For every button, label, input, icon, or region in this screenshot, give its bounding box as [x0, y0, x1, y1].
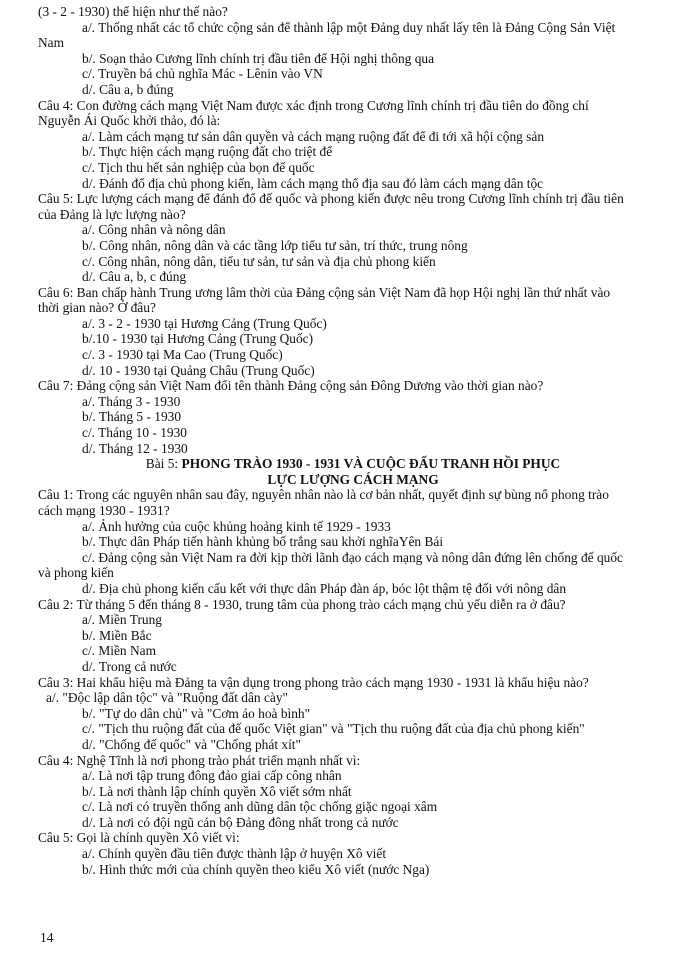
section-title	[38, 456, 668, 472]
question-line: Câu 6: Ban chấp hành Trung ương lâm thời của Đảng cộng sản Việt Nam đã họp Hội nghị lần thứ nhất vào	[38, 284, 611, 300]
answer-option: d/. "Chống đế quốc" và "Chống phát xít"	[82, 736, 301, 752]
answer-option: a/. Làm cách mạng tư sản dân quyền và cách mạng ruộng đất để đi tới xã hội cộng sản	[82, 128, 545, 144]
question-line: Câu 3: Hai khẩu hiệu mà Đảng ta vận dụng trong phong trào cách mạng 1930 - 1931 là khẩu hiệu nào?	[38, 674, 589, 690]
answer-option: a/. Miền Trung	[82, 612, 162, 628]
section-title	[38, 472, 668, 488]
answer-option: a/. Công nhân và nông dân	[82, 222, 226, 238]
answer-option: d/. Câu a, b đúng	[82, 81, 174, 97]
answer-option: c/. Đảng cộng sản Việt Nam ra đời kịp thời lãnh đạo cách mạng và nông dân đứng lên chống đế quốc	[82, 549, 623, 565]
answer-option: c/. Công nhân, nông dân, tiểu tư sản, tư sản và địa chủ phong kiến	[82, 253, 436, 269]
answer-option: c/. Là nơi có truyền thống anh dũng dân tộc chống giặc ngoại xâm	[82, 799, 438, 815]
section-label: Bài 5:	[145, 456, 182, 472]
answer-option: a/. Là nơi tập trung đông đảo giai cấp công nhân	[82, 768, 342, 784]
answer-option: c/. Miền Nam	[82, 643, 157, 659]
answer-option: a/. Thống nhất các tổ chức cộng sản để thành lập một Đảng duy nhất lấy tên là Đảng Cộng Sản Việt	[82, 19, 616, 35]
answer-option: c/. "Tịch thu ruộng đất của đế quốc Việt gian" và "Tịch thu ruộng đất của địa chủ phong kiến"	[82, 721, 585, 737]
question-line: Câu 4: Nghệ Tĩnh là nơi phong trào phát triển mạnh nhất vì:	[38, 752, 361, 768]
answer-option: c/. 3 - 1930 tại Ma Cao (Trung Quốc)	[82, 347, 283, 363]
answer-option: b/.10 - 1930 tại Hương Cảng (Trung Quốc)	[82, 331, 314, 347]
answer-option: b/. Soạn thảo Cương lĩnh chính trị đầu tiên để Hội nghị thông qua	[82, 50, 435, 66]
answer-option: a/. "Độc lập dân tộc" và "Ruộng đất dân cày"	[46, 690, 288, 706]
question-line: của Đảng là lực lượng nào?	[38, 206, 186, 222]
section-title-text: LỰC LƯỢNG CÁCH MẠNG	[267, 471, 439, 487]
answer-option: b/. Hình thức mới của chính quyền theo kiểu Xô viết (nước Nga)	[82, 861, 430, 877]
answer-option: d/. Câu a, b, c đúng	[82, 269, 187, 285]
question-line: cách mạng 1930 - 1931?	[38, 503, 170, 518]
page-number: 14	[40, 930, 54, 945]
question-line: Câu 2: Từ tháng 5 đến tháng 8 - 1930, trung tâm của phong trào cách mạng chủ yếu diễn ra ở đâu?	[38, 596, 566, 612]
answer-option: b/. Miền Bắc	[82, 627, 152, 643]
question-line: Câu 5: Lực lượng cách mạng để đánh đổ đế quốc và phong kiến được nêu trong Cương lĩnh chính trị đầu tiên	[38, 191, 624, 207]
answer-option: b/. "Tự do dân chủ" và "Cơm áo hoà bình"	[82, 705, 311, 721]
answer-option: c/. Tháng 10 - 1930	[82, 425, 187, 441]
question-line: thời gian nào? Ở đâu?	[38, 300, 156, 316]
question-line: Nam	[38, 35, 65, 51]
question-line: Câu 5: Gọi là chính quyền Xô viết vì:	[38, 830, 240, 846]
question-line: Câu 7: Đảng cộng sản Việt Nam đổi tên thành Đảng cộng sản Đông Dương vào thời gian nào?	[38, 378, 544, 394]
answer-option: b/. Thực hiện cách mạng ruộng đất cho triệt để	[82, 144, 333, 160]
answer-option: b/. Tháng 5 - 1930	[82, 409, 182, 425]
answer-option: b/. Thực dân Pháp tiến hành khủng bố trắng sau khởi nghĩaYên Bái	[82, 534, 444, 550]
question-line: Nguyễn Ái Quốc khởi thảo, đó là:	[38, 113, 221, 129]
question-line: Câu 1: Trong các nguyên nhân sau đây, nguyên nhân nào là cơ bản nhất, quyết định sự bùng nổ phong trào	[38, 487, 609, 503]
answer-option: d/. 10 - 1930 tại Quảng Châu (Trung Quốc)	[82, 362, 315, 378]
question-line: và phong kiến	[38, 565, 114, 581]
answer-option: a/. Chính quyền đầu tiên được thành lập ở huyện Xô viết	[82, 846, 387, 862]
question-line: (3 - 2 - 1930) thể hiện như thế nào?	[38, 4, 228, 19]
question-line: Câu 4: Con đường cách mạng Việt Nam được xác định trong Cương lĩnh chính trị đầu tiên do đồng chí	[38, 97, 589, 113]
answer-option: b/. Công nhân, nông dân và các tầng lớp tiểu tư sản, trí thức, trung nông	[82, 237, 468, 253]
answer-option: a/. Ảnh hưởng của cuộc khủng hoảng kinh tế 1929 - 1933	[82, 518, 391, 534]
section-title-text: PHONG TRÀO 1930 - 1931 VÀ CUỘC ĐẤU TRANH HỒI PHỤC	[181, 456, 561, 472]
answer-option: d/. Tháng 12 - 1930	[82, 440, 188, 456]
answer-option: a/. Tháng 3 - 1930	[82, 393, 181, 409]
answer-option: b/. Là nơi thành lập chính quyền Xô viết sớm nhất	[82, 783, 352, 799]
answer-option: c/. Truyền bá chủ nghĩa Mác - Lênin vào VN	[82, 66, 323, 82]
answer-option: d/. Đánh đổ địa chủ phong kiến, làm cách mạng thổ địa sau đó làm cách mạng dân tộc	[82, 175, 544, 191]
answer-option: c/. Tịch thu hết sản nghiệp của bọn đế quốc	[82, 159, 315, 175]
answer-option: d/. Là nơi có đội ngũ cán bộ Đảng đông nhất trong cả nước	[82, 814, 399, 830]
answer-option: a/. 3 - 2 - 1930 tại Hương Cảng (Trung Quốc)	[82, 315, 327, 331]
document-body	[38, 4, 668, 877]
answer-option: d/. Trong cả nước	[82, 658, 177, 674]
answer-option: d/. Địa chủ phong kiến cấu kết với thực dân Pháp đàn áp, bóc lột thậm tệ đối với nông dân	[82, 580, 567, 596]
